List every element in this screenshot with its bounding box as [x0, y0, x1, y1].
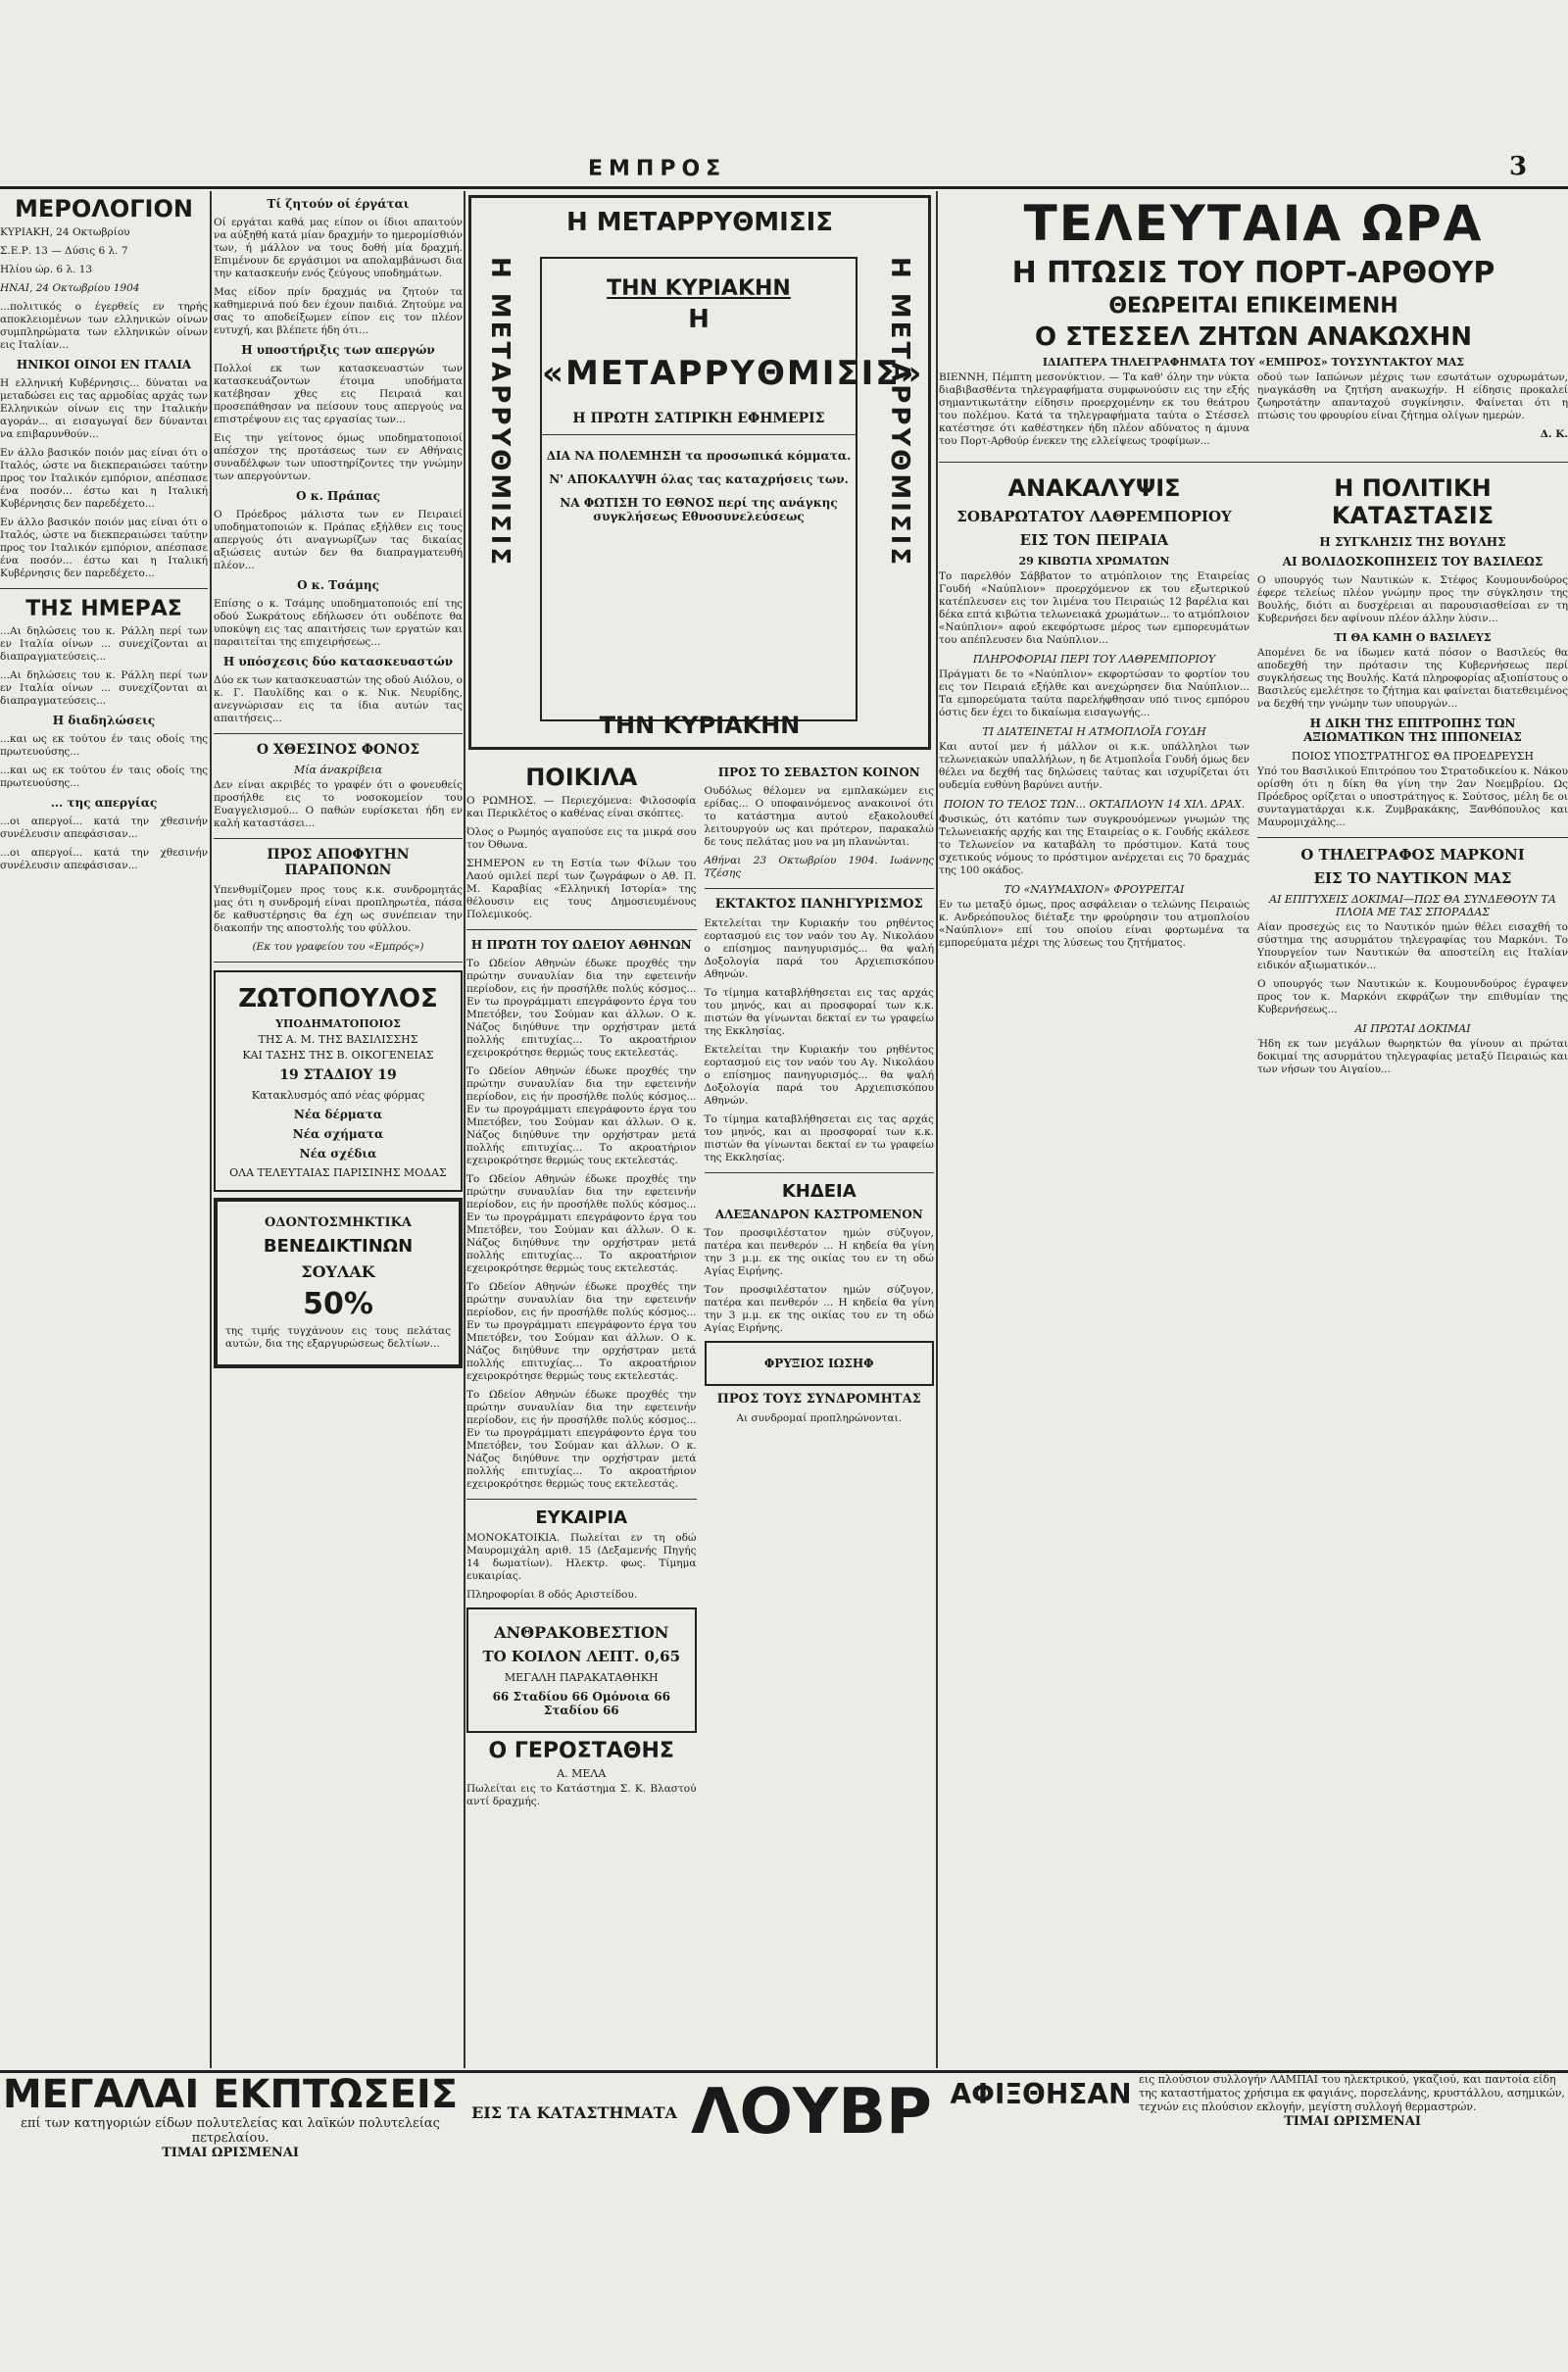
headline: Ο ΣΤΕΣΣΕΛ ΖΗΤΩΝ ΑΝΑΚΩΧΗΝ [1035, 322, 1472, 352]
article-text: Απομένει δε να ίδωμεν κατά πόσον ο Βασιλεύς θα αποδεχθή την πρότασιν της Κυβερνήσεως περί συγκλήσεως της Βουλής. Κατά πληροφορίας αξιοπίστους ο Βασιλεύς εμελέτησε το ζήτημα και φαίνεται διατεθειμένος να δεχθή την γνώμην των υπουργών... [1257, 647, 1568, 710]
article-heading: Ο ΤΗΛΕΓΡΑΦΟΣ ΜΑΡΚΟΝΙ [1300, 846, 1525, 864]
ad-body [1139, 2073, 1566, 2200]
column-rule [936, 191, 938, 2068]
ad-text: εις πλούσιον συλλογήν ΛΑΜΠΑΙ του ηλεκτρικού, γκαζιού, και παντοία είδη της καταστήματος χρήσιμα εκ φαγιάνς, πορσελάνης, κρυστάλλου, ασημικών, τεχνών εις πλούσιον εκλογήν, μεγίστη συλλογή θερμαστρών. [1139, 2073, 1565, 2113]
subcolumn-right [705, 760, 935, 1814]
ad-title: ΟΔΟΝΤΟΣΜΗΚΤΙΚΑ [265, 1215, 412, 1230]
masthead-rule [0, 186, 1568, 189]
column-1 [0, 191, 208, 2068]
funeral-text: Τον προσφιλέστατον ημών σύζυγον, πατέρα και πενθερόν ... Η κηδεία θα γίνη την 3 μ.μ. εκ της οικίας του εν τη οδώ Αγίας Ειρήνης. [704, 1227, 934, 1277]
ad-line: ΤΗΣ Α. Μ. ΤΗΣ ΒΑΣΙΛΙΣΣΗΣ [258, 1033, 418, 1046]
article-heading: ΑΝΑΚΑΛΥΨΙΣ [1007, 474, 1181, 502]
ad-day: ΤΗΝ ΚΥΡΙΑΚΗΝ [607, 276, 791, 301]
ad-inner-box [540, 257, 924, 721]
headline: ΤΕΛΕΥΤΑΙΑ ΩΡΑ [1023, 195, 1484, 252]
book-author: Α. ΜΕΛΑ [557, 1767, 607, 1780]
divider [466, 1499, 697, 1500]
divider [214, 962, 463, 963]
article-text: Εν άλλο βασικόν ποιόν μας είναι ότι ο Ιταλός, ώστε να διεκπεραιώσει ταύτην προς τον Ιταλικόν εμπόριον, απέσπασε ένα ποσόν... έστω και η Ιταλική Κυβέρνησις δεν παρεδέχετο... [0, 517, 208, 579]
article-text: Πολλοί εκ των κατασκευαστών των κατασκευάζοντων έτοιμα υποδήματα κατέβησαν χθες εις Πειραιά και προσεπάθησαν να πείσουν τους απεργούς να επιστρέψουν εις τας εργασίας των... [214, 363, 463, 425]
notice-text: Υπενθυμίζομεν προς τους κ.κ. συνδρομητάς μας ότι η συνδρομή είναι προπληρωτέα, πάσα δε καθυστέρησις θα έχη ως συνέπειαν την διακοπήν της αποστολής του φύλλου. [214, 884, 463, 934]
article-text: Το Ωδείον Αθηνών έδωκε προχθές την πρώτην συναυλίαν δια την εφετεινήν περίοδον, εις ήν προσήλθε πολύς κόσμος... Εν τω προγράμματι επεγράφοντο έργα του Μπετόβεν, του Σούμαν και άλλων. Ο κ. Νάζος διηύθυνε την ορχήστραν μετά πολλής επιτυχίας... Το ακροατήριον εχειροκρότησε θερμώς τους εκτελεστάς. [466, 1065, 697, 1166]
article-text: ...οι απεργοί... κατά την χθεσινήν συνέλευσιν απεφάσισαν... [0, 815, 208, 840]
ad-line: Νέα σχήματα [292, 1127, 384, 1141]
article-text: Και αυτοί μεν ή μάλλον οι κ.κ. υπάλληλοι των τελωνειακών υπαλλήλων, η δε Ατμοπλοΐα Γουδή όμως δεν θέλει να δεχθή τας δηλώσεις ταύτας και ισχυρίζεται ότι ουδεμία ευθύνη βαρύνει αυτήν. [939, 741, 1250, 791]
bottom-ads [0, 2073, 1568, 2200]
section-heading: ΠΟΙΚΙΛΑ [525, 764, 638, 791]
ad-text: Πληροφορίαι 8 οδός Αριστείδου. [466, 1589, 638, 1601]
ad-address: 66 Σταδίου 66 Ομόνοια 66 Σταδίου 66 [492, 1690, 670, 1717]
ad-price: ΤΙΜΑΙ ΩΡΙΣΜΕΝΑΙ [162, 2146, 299, 2160]
divider [705, 888, 935, 889]
article-text: Το Ωδείον Αθηνών έδωκε προχθές την πρώτην συναυλίαν δια την εφετεινήν περίοδον, εις ήν προσήλθε πολύς κόσμος... Εν τω προγράμματι επεγράφοντο έργα του Μπετόβεν, του Σούμαν και άλλων. Ο κ. Νάζος διηύθυνε την ορχήστραν μετά πολλής επιτυχίας... Το ακροατήριον εχειροκρότησε θερμώς τους εκτελεστάς. [466, 1281, 697, 1382]
article-heading: Η υποστήριξις των απεργών [241, 343, 435, 357]
coal-ad [466, 1607, 697, 1733]
article-text: οδού των Ιαπώνων μέχρις των εσωτάτων οχυρωμάτων, ηναγκάσθη να ζητήση ανακωχήν. Η είδησις προκαλεί ζωηροτάτην απανταχού συγκίνησιν. Φαίνεται ότι η πτώσις του φρουρίου είναι ζήτημα ολίγων ημερών. [1257, 371, 1568, 421]
ad-paper-name: «ΜΕΤΑΡΡΥΘΜΙΣΙΣ» [542, 354, 924, 393]
article-subheading: ΠΛΗΡΟΦΟΡΙΑΙ ΠΕΡΙ ΤΟΥ ΛΑΘΡΕΜΠΟΡΙΟΥ [972, 653, 1216, 666]
ad-line: ΜΕΓΑΛΗ ΠΑΡΑΚΑΤΑΘΗΚΗ [504, 1671, 659, 1684]
article-subheading: ΠΟΙΟΣ ΥΠΟΣΤΡΑΤΗΓΟΣ ΘΑ ΠΡΟΕΔΡΕΥΣΗ [1292, 750, 1534, 763]
ad-prefix: ΕΙΣ ΤΑ ΚΑΤΑΣΤΗΜΑΤΑ [471, 2102, 677, 2122]
column-2 [214, 191, 463, 2068]
newspaper-title: ΕΜΠΡΟΣ [588, 157, 727, 181]
ad-footer: ΤΗΝ ΚΥΡΙΑΚΗΝ [599, 712, 801, 739]
headline: ΘΕΩΡΕΙΤΑΙ ΕΠΙΚΕΙΜΕΝΗ [1108, 294, 1398, 319]
ad-subtitle: ΥΠΟΔΗΜΑΤΟΠΟΙΟΣ [275, 1017, 401, 1030]
phryxios-ad [705, 1341, 935, 1386]
ad-title: ΖΩΤΟΠΟΥΛΟΣ [238, 984, 438, 1013]
subcolumn-left [939, 371, 1250, 454]
article-text: Ο υπουργός των Ναυτικών κ. Κουμουνδούρος έγραψεν προς τον κ. Μαρκόνι εκφράζων την επιθυμίαν της Κυβερνήσεως... [1257, 978, 1568, 1015]
article-subheading: ΠΟΙΟΝ ΤΟ ΤΕΛΟΣ ΤΩΝ... ΟΚΤΑΠΛΟΥΝ 14 ΧΙΛ. ΔΡΑΧ. [943, 798, 1246, 811]
two-column-section [466, 760, 934, 1814]
book-title: Ο ΓΕΡΟΣΤΑΘΗΣ [488, 1739, 674, 1763]
ad-line: ΝΑ ΦΩΤΙΣΗ ΤΟ ΕΘΝΟΣ περί της ανάγκης συγκλήσεως Εθνοσυνελεύσεως [560, 496, 838, 523]
article-heading: ΕΙΣ ΤΟΝ ΠΕΙΡΑΙΑ [1019, 531, 1169, 549]
article-heading: Η υπόσχεσις δύο κατασκευαστών [222, 655, 454, 668]
two-column-section [939, 470, 1568, 1082]
article-text: Μας είδον πρίν δραχμάς να ζητούν τα καθημερινά πού δεν έχουν παιδιά. Ζητούμε να σας το αποδείξωμεν είπον εις τον πλέον ευτυχή, και βλέπετε ήδη ότι... [214, 286, 463, 336]
funeral-name: ΑΛΕΞΑΝΔΡΟΝ ΚΑΣΤΡΟΜΕΝΟΝ [714, 1208, 923, 1221]
notice-heading: ΠΡΟΣ ΑΠΟΦΥΓΗΝ ΠΑΡΑΠΟΝΩΝ [267, 847, 410, 878]
article-text: Το τίμημα καταβλήθησεται εις τας αρχάς του μηνός, και αι προσφοραί των κ.κ. πιστών θα γίνωνται δεκταί εν τω γραφείω της Εκκλησίας. [704, 987, 934, 1037]
article-text: Ουδόλως θέλομεν να εμπλακώμεν εις ερίδας... Ο υποφαινόμενος ανακοινοί ότι το κατάστημα αυτού εξακολουθεί λειτουργούν ως και πρότερον, παρακαλώ δε τους πελάτας μου να μη πλανώνται. [704, 785, 934, 848]
article-heading: Ο κ. Πράπας [296, 489, 380, 503]
article-text: ...και ως εκ τούτου έν ταις οδοίς της πρωτευούσης... [0, 733, 208, 758]
ad-title: ΑΝΘΡΑΚΟΒΕΣΤΙΟΝ [494, 1623, 669, 1642]
article-signature: Δ. Κ. [1540, 428, 1568, 440]
ad-vertical-text: Η ΜΕΤΑΡΡΥΘΜΙΣΙΣ [885, 257, 914, 568]
article-heading: ΗΝΙΚΟΙ ΟΙΝΟΙ ΕΝ ΙΤΑΛΙΑ [16, 358, 192, 371]
article-text: Το Ωδείον Αθηνών έδωκε προχθές την πρώτην συναυλίαν δια την εφετεινήν περίοδον, εις ήν προσήλθε πολύς κόσμος... Εν τω προγράμματι επεγράφοντο έργα του Μπετόβεν, του Σούμαν και άλλων. Ο κ. Νάζος διηύθυνε την ορχήστραν μετά πολλής επιτυχίας... Το ακροατήριον εχειροκρότησε θερμώς τους εκτελεστάς. [466, 1173, 697, 1274]
metarrythmisis-ad [468, 195, 931, 750]
divider [939, 462, 1568, 463]
article-text: Δύο εκ των κατασκευαστών της οδού Αιόλου, ο κ. Γ. Παυλίδης και ο κ. Νικ. Νευρίδης, ανεγνώρισαν εις τα ίδια αυτών τας απαιτήσεις... [214, 674, 463, 724]
notice-signature: (Εκ του γραφείου του «Εμπρός») [252, 941, 424, 953]
calendar-line: Ηλίου ώρ. 6 λ. 13 [0, 264, 93, 275]
column-rule [464, 191, 466, 2068]
article-text: Η ελληνική Κυβέρνησις... δύναται να μεταδώσει εις τας αρμοδίας αρχάς των Ελληνικών οίνων εις την Ιταλικήν αγοράν... αι εισαγωγαί δεν δύνανται να επιβαρυνθούν... [0, 377, 208, 440]
ad-brand: ΣΟΥΛΑΚ [301, 1262, 375, 1281]
louvre-ad [466, 2073, 937, 2200]
article-text: Το Ωδείον Αθηνών έδωκε προχθές την πρώτην συναυλίαν δια την εφετεινήν περίοδον, εις ήν προσήλθε πολύς κόσμος... Εν τω προγράμματι επεγράφοντο έργα του Μπετόβεν, του Σούμαν και άλλων. Ο κ. Νάζος διηύθυνε την ορχήστραν μετά πολλής επιτυχίας... Το ακροατήριον εχειροκρότησε θερμώς τους εκτελεστάς. [466, 958, 697, 1059]
ad-line: ΟΛΑ ΤΕΛΕΥΤΑΙΑΣ ΠΑΡΙΣΙΝΗΣ ΜΟΔΑΣ [229, 1166, 447, 1179]
article-text: ...Αι δηλώσεις του κ. Ράλλη περί των εν Ιταλία οίνων ... συνεχίζονται αι διαπραγματεύσεις... [0, 669, 208, 707]
ad-text: ΜΟΝΟΚΑΤΟΙΚΙΑ. Πωλείται εν τη οδώ Μαυρομιχάλη αριθ. 15 (Δεξαμενής Πηγής 14 δωματίων). Ηλεκτρ. φως. Τίμημα ευκαιρίας. [466, 1532, 697, 1582]
article-heading: Η ΔΙΚΗ ΤΗΣ ΕΠΙΤΡΟΠΗΣ ΤΩΝ ΑΞΙΩΜΑΤΙΚΩΝ ΤΗΣ ΙΠΠΟΝΕΙΑΣ [1303, 717, 1522, 744]
article-subheading: ΑΙ ΕΠΙΤΥΧΕΙΣ ΔΟΚΙΜΑΙ—ΠΩΣ ΘΑ ΣΥΝΔΕΘΟΥΝ ΤΑ ΠΛΟΙΑ ΜΕ ΤΑΣ ΣΠΟΡΑΔΑΣ [1269, 893, 1556, 918]
toothpaste-ad [214, 1198, 463, 1368]
ad-line: ΚΑΙ ΤΑΣΗΣ ΤΗΣ Β. ΟΙΚΟΓΕΝΕΙΑΣ [242, 1049, 434, 1062]
article-subheading: Μία άνακρίβεια [293, 764, 383, 776]
divider [214, 733, 463, 734]
article-text: ΣΗΜΕΡΟΝ εν τη Εστία των Φίλων του Λαού ομιλεί περί των ζωγράφων ο Αθ. Π. Μ. Καραβίας «Ελληνική Ιστορία» της θέλουσιν εις τους Δημοσιευμένους Πολεμικούς. [466, 858, 697, 920]
article-subheading: ΑΙ ΠΡΩΤΑΙ ΔΟΚΙΜΑΙ [1354, 1022, 1471, 1035]
subcolumn-right [1257, 470, 1568, 1082]
article-text: Το παρελθόν Σάββατον το ατμόπλοιον της Εταιρείας Γουδή «Ναύπλιον» προερχόμενον εκ του εξωτερικού κατέπλευσεν εις τον λιμένα του Πειραιώς 12 βαρέλια και δέκα επτά κιβώτια τελωνειακά χρωμάτων... το ατμόπλοιον «Ναύπλιον» αφού εκεφόρτωσε μέρος των εμπορευμάτων του απέπλευσεν δια Ναύπλιον... [939, 570, 1250, 646]
ad-article: Η [688, 305, 710, 334]
arrivals-ad [943, 2073, 1566, 2200]
article-heading: Ο ΧΘΕΣΙΝΟΣ ΦΟΝΟΣ [256, 742, 420, 758]
article-heading: ΑΙ ΒΟΛΙΔΟΣΚΟΠΗΣΕΙΣ ΤΟΥ ΒΑΣΙΛΕΩΣ [1282, 555, 1544, 568]
book-text: Πωλείται εις το Κατάστημα Σ. Κ. Βλαστού αντί δραχμής. [466, 1783, 697, 1807]
article-text: Όλος ο Ρωμηός αγαπούσε εις τα μικρά σου τον Όθωνα. [466, 826, 697, 851]
article-text: ...οι απεργοί... κατά την χθεσινήν συνέλευσιν απεφάσισαν... [0, 847, 208, 871]
section-heading: ΕΥΚΑΙΡΙΑ [535, 1507, 628, 1528]
article-heading: Η διαδηλώσεις [52, 714, 156, 727]
masthead [0, 118, 1568, 186]
divider [214, 838, 463, 839]
discount-ad [0, 2073, 461, 2200]
article-heading: Η ΠΡΩΤΗ ΤΟΥ ΩΔΕΙΟΥ ΑΘΗΝΩΝ [470, 938, 692, 952]
ad-line: Ν' ΑΠΟΚΑΛΥΨΗ όλας τας καταχρήσεις των. [549, 472, 849, 486]
ad-text: επί των κατηγοριών είδων πολυτελείας και λαϊκών πολυτελείας πετρελαίου. [21, 2116, 440, 2146]
article-text: Πράγματι δε το «Ναύπλιον» εκφορτώσαν το φορτίον του εις τον Πειραιά εξήλθε και ανεχώρησεν δια Ναύπλιον... Τα εμπορεύματα ταύτα παρελήφθησαν υπό τινος εμπόρου όστις δεν έχει το δικαίωμα εισαγωγής... [939, 668, 1250, 718]
article-text: ΒΙΕΝΝΗ, Πέμπτη μεσονύκτιον. — Τα καθ' όλην την νύκτα διαβιβασθέντα τηλεγραφήματα συμφωνούσιν εις την εξής σημαντικωτάτην είδησιν προερχομένην εκ του θεάτρου του πολέμου. Κατά τα τηλεγραφήματα ταύτα ο Στέσσελ κατέστησε ότι καθέστηκεν ήδη πλέον αδύνατος η άμυνα του Πορτ-Αρθούρ ένεκεν της ελλείψεως τροφίμων... [939, 371, 1250, 447]
ad-price: ΤΙΜΑΙ ΩΡΙΣΜΕΝΑΙ [1284, 2114, 1421, 2129]
article-text: ...πολιτικός ο έγερθείς εν τηρής αποκλειομένων των ελληνικών οίνων συμπληρώματα των ελληνικών οίνων εις Ιταλίαν... [0, 301, 208, 351]
article-heading: 29 ΚΙΒΩΤΙΑ ΧΡΩΜΑΤΩΝ [1018, 555, 1170, 568]
headline: Η ΠΤΩΣΙΣ ΤΟΥ ΠΟΡΤ-ΑΡΘΟΥΡ [1011, 256, 1495, 290]
column-rule [210, 191, 212, 2068]
article-text: Το Ωδείον Αθηνών έδωκε προχθές την πρώτην συναυλίαν δια την εφετεινήν περίοδον, εις ήν προσήλθε πολύς κόσμος... Εν τω προγράμματι επεγράφοντο έργα του Μπετόβεν, του Σούμαν και άλλων. Ο κ. Νάζος διηύθυνε την ορχήστραν μετά πολλής επιτυχίας... Το ακροατήριον εχειροκρότησε θερμώς τους εκτελεστάς. [466, 1389, 697, 1490]
ad-line: Κατακλυσμός από νέας φόρμας [251, 1089, 425, 1102]
article-subheading: ΤΙ ΔΙΑΤΕΙΝΕΤΑΙ Η ΑΤΜΟΠΛΟΪΑ ΓΟΥΔΗ [982, 725, 1206, 738]
article-text: Ο ΡΩΜΗΟΣ. — Περιεχόμενα: Φιλοσοφία και Περικλέτος ο καθένας είναι σκόπτες. [466, 795, 697, 819]
article-text: Οί εργάται καθά μας είπον οι ίδιοι απαιτούν να αύξηθή κατά μίαν δραχμήν το ημερομίσθιόν των, ή μάλλον να τους δοθή μία δραχμή. Επιμένουν δε εργάσιμοι να απολαμβάνωσι δια την κατασκευήν ενός ζεύγους υποδημάτων. [214, 217, 463, 279]
article-subheading: ΤΙ ΘΑ ΚΑΜΗ Ο ΒΑΣΙΛΕΥΣ [1334, 631, 1492, 644]
article-text: Δεν είναι ακριβές το γραφέν ότι ο φονευθείς προσήλθε εις το νοσοκομείον του Ευαγγελισμού... Ο παθών ευρίσκεται ήδη εν καλή καταστάσει... [214, 779, 463, 829]
ad-text: της τιμής τυγχάνουν εις τους πελάτας αυτών, δια της εξαργυρώσεως δελτίων... [225, 1325, 451, 1350]
funeral-text: Τον προσφιλέστατον ημών σύζυγον, πατέρα και πενθερόν ... Η κηδεία θα γίνη την 3 μ.μ. εκ της οικίας του εν τη οδώ Αγίας Ειρήνης. [704, 1284, 934, 1334]
ad-title: ΜΕΓΑΛΑΙ ΕΚΠΤΩΣΕΙΣ [2, 2073, 459, 2117]
ad-title: ΑΦΙΞΘΗΣΑΝ [950, 2078, 1132, 2110]
article-heading: Ο κ. Τσάμης [297, 578, 379, 592]
article-heading: ΠΡΟΣ ΤΟ ΣΕΒΑΣΤΟΝ ΚΟΙΝΟΝ [717, 766, 920, 779]
ad-price: ΤΟ ΚΟΙΛΟΝ ΛΕΠΤ. 0,65 [482, 1648, 681, 1665]
article-text: Ο υπουργός των Ναυτικών κ. Στέφος Κουμουνδούρος έφερε τελείως πλέον γνώμην προς την σύγκλησιν της Βουλής, διότι αι δυσχέρειαι αι παρουσιασθείσαι εν τη Κυβερνήσει δεν αφίνουν πλέον άλλην λύσιν... [1257, 574, 1568, 624]
calendar-heading: ΜΕΡΟΛΟΓΙΟΝ [15, 195, 193, 222]
article-text: Αίαν προσεχώς εις το Ναυτικόν ημών θέλει εισαχθή το σύστημα της ασυρμάτου τηλεγραφίας του Μαρκόνι. Το Υπουργείον των Ναυτικών θα αποστείλη εις Ιταλίαν ειδικόν αξιωματικόν... [1257, 921, 1568, 971]
ad-tagline: Η ΠΡΩΤΗ ΣΑΤΙΡΙΚΗ ΕΦΗΜΕΡΙΣ [572, 411, 825, 426]
article-text: Επίσης ο κ. Τσάμης υποδηματοποιός επί της οδού Σωκράτους εδήλωσεν ότι ουδέποτε θα υποκύψη εις τας απαιτήσεις των εργατών και παραιτείται της επιχειρήσεως... [214, 598, 463, 648]
article-text: Το τίμημα καταβλήθησεται εις τας αρχάς του μηνός, και αι προσφοραί των κ.κ. πιστών θα γίνωνται δεκταί εν τω γραφείω της Εκκλησίας. [704, 1113, 934, 1163]
calendar-line: Σ.Ε.Ρ. 13 — Δύσις 6 λ. 7 [0, 245, 128, 257]
divider [705, 1172, 935, 1173]
ad-title-box [943, 2073, 1139, 2200]
ad-title: Η ΜΕΤΑΡΡΥΘΜΙΣΙΣ [565, 208, 834, 237]
ad-percent: 50% [303, 1287, 373, 1321]
ad-brand: ΒΕΝΕΔΙΚΤΙΝΩΝ [263, 1236, 414, 1257]
article-heading: ΕΙΣ ΤΟ ΝΑΥΤΙΚΟΝ ΜΑΣ [1313, 869, 1512, 887]
article-heading: Η ΠΟΛΙΤΙΚΗ ΚΑΤΑΣΤΑΣΙΣ [1331, 474, 1494, 529]
ad-brand: ΛΟΥΒΡ [690, 2076, 932, 2149]
article-text: Ο Πρόεδρος μάλιστα των εν Πειραιεί υποδηματοποιών κ. Πράπας εξήλθεν εις τους απεργούς ότι αναγνωρίζων τας δικαίας αξιώσεις αυτών δεν θα διαπραγματευθή πλέον... [214, 509, 463, 571]
shoemaker-ad [214, 970, 463, 1192]
page-number: 3 [1509, 152, 1528, 181]
ad-line: Νέα δέρματα [293, 1108, 383, 1121]
column-4 [939, 191, 1568, 2068]
article-heading: ΣΟΒΑΡΩΤΑΤΟΥ ΛΑΘΡΕΜΠΟΡΙΟΥ [956, 508, 1232, 525]
article-heading: ΕΚΤΑΚΤΟΣ ΠΑΝΗΓΥΡΙΣΜΟΣ [714, 897, 923, 912]
article-text: ...Αι δηλώσεις του κ. Ράλλη περί των εν Ιταλία οίνων ... συνεχίζονται αι διαπραγματεύσεις... [0, 625, 208, 663]
article-text: Ήδη εκ των μεγάλων θωρηκτών θα γίνουν αι πρώται δοκιμαί της ασυρμάτου τηλεγραφίας μεταξύ Πειραιώς και των νήσων του Αιγαίου... [1257, 1038, 1568, 1075]
column-3 [466, 191, 934, 2068]
divider [0, 588, 208, 589]
calendar-date: ΗΝΑΙ, 24 Οκτωβρίου 1904 [0, 282, 140, 294]
ad-address: 19 ΣΤΑΔΙΟΥ 19 [279, 1067, 397, 1083]
ad-vertical-text: Η ΜΕΤΑΡΡΥΘΜΙΣΙΣ [485, 257, 514, 568]
subcolumn-right [1257, 371, 1568, 454]
headline-sub: ΙΔΙΑΙΤΕΡΑ ΤΗΛΕΓΡΑΦΗΜΑΤΑ ΤΟΥ «ΕΜΠΡΟΣ» ΤΟΥΣΥΝΤΑΚΤΟΥ ΜΑΣ [1042, 356, 1465, 369]
article-text: Εκτελείται την Κυριακήν του ρηθέντος εορτασμού εις τον ναόν του Αγ. Νικολάου ο επίσημος πανηγυρισμός... θα ψαλή Δοξολογία παρά του Αρχιεπισκόπου Αθηνών. [704, 917, 934, 980]
article-text: Φυσικώς, ότι κατόπιν των συγκρουόμενων γνωμών της Τελωνειακής αρχής και της Εταιρείας ο κ. Γουδής εκάλεσε το Τελωνείον να καταβάλη το πρόστιμον. Κατά τους σχετικούς νόμους το πρόστιμον ανέρχεται εις 70 δραχμάς της 100 οκάδος. [939, 814, 1250, 876]
notice-heading: ΠΡΟΣ ΤΟΥΣ ΣΥΝΔΡΟΜΗΤΑΣ [716, 1392, 921, 1407]
article-heading: Τί ζητούν οί έργάται [267, 197, 410, 211]
ad-line: Νέα σχέδια [299, 1147, 377, 1161]
subcolumn-left [939, 470, 1250, 1082]
article-text: Εις την γείτονος όμως υποδηματοποιοί απέσχον της προτάσεως των εν Αθήναις συναδέλφων των υποστηρίζοντες την γνώμην των απεργούντων. [214, 432, 463, 482]
article-signature: Αθήναι 23 Οκτωβρίου 1904. Ιωάννης Τζέσης [704, 855, 934, 879]
article-text: ...και ως εκ τούτου έν ταις οδοίς της πρωτευούσης... [0, 765, 208, 789]
ad-title: ΦΡΥΞΙΟΣ ΙΩΣΗΦ [763, 1357, 874, 1370]
calendar-dateline: ΚΥΡΙΑΚΗ, 24 Οκτωβρίου [0, 226, 130, 238]
article-text: Εκτελείται την Κυριακήν του ρηθέντος εορτασμού εις τον ναόν του Αγ. Νικολάου ο επίσημος πανηγυρισμός... θα ψαλή Δοξολογία παρά του Αρχιεπισκόπου Αθηνών. [704, 1044, 934, 1107]
divider [1257, 837, 1568, 838]
divider [542, 434, 856, 435]
article-subheading: ΤΟ «ΝΑΥΜΑΧΙΟΝ» ΦΡΟΥΡΕΙΤΑΙ [1004, 883, 1185, 896]
article-text: Εν άλλο βασικόν ποιόν μας είναι ότι ο Ιταλός, ώστε να διεκπεραιώσει ταύτην προς τον Ιταλικόν εμπόριον, απέσπασε ένα ποσόν... έστω και η Ιταλική Κυβέρνησις δεν παρεδέχετο... [0, 447, 208, 510]
article-text: Εν τω μεταξύ όμως, προς ασφάλειαν ο τελώνης Πειραιώς κ. Ανδρεόπουλος διέταξε την φρούρησιν του ατμοπλοίου «Ναύπλιον» επί του οποίου είναι φορτωμένα τα εμπορεύματα μέχρι της λύσεως του ζητήματος. [939, 899, 1250, 949]
section-heading: ΚΗΔΕΙΑ [781, 1181, 857, 1202]
article-text: Υπό του Βασιλικού Επιτρόπου του Στρατοδικείου κ. Νάκου ορίσθη ότι η δίκη θα γίνη την 2αν Νοεμβρίου. Ως Πρόεδρος ορίζεται ο υποστράτηγος κ. Σούτσος, μέλη δε οι συνταγματάρχαι κ.κ. Ζυμβρακάκης, Ξανθόπουλος και Μαυρομιχάλης... [1257, 766, 1568, 828]
ad-line: ΔΙΑ ΝΑ ΠΟΛΕΜΗΣΗ τα προσωπικά κόμματα. [546, 449, 852, 463]
two-column-section [939, 371, 1568, 454]
divider [466, 929, 697, 930]
article-heading: Η ΣΥΓΚΛΗΣΙΣ ΤΗΣ ΒΟΥΛΗΣ [1319, 535, 1506, 549]
section-heading: ΤΗΣ ΗΜΕΡΑΣ [25, 597, 182, 621]
notice-text: Αι συνδρομαί προπληρώνονται. [736, 1412, 903, 1424]
article-heading: ... της απεργίας [50, 796, 158, 810]
subcolumn-left [466, 760, 697, 1814]
